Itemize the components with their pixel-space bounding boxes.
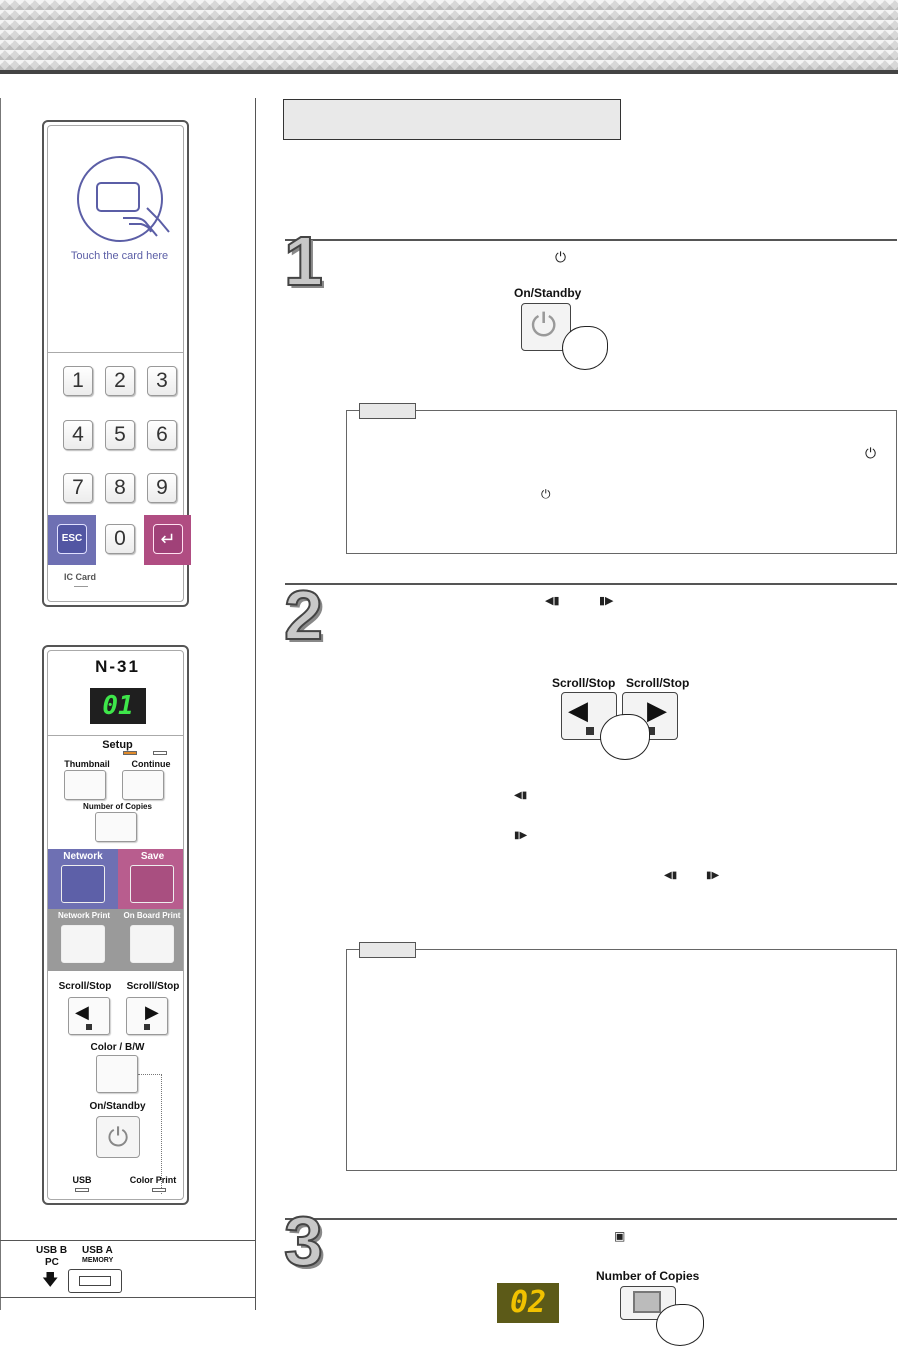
card-panel-frame xyxy=(47,125,184,602)
network-print-label: Network Print xyxy=(57,911,110,920)
scroll-left-button[interactable] xyxy=(68,997,110,1035)
ic-card-label: IC Card xyxy=(64,572,97,582)
scroll-right-button[interactable] xyxy=(126,997,168,1035)
scroll-right-icon: ▮▶ xyxy=(514,830,528,841)
continue-label: Continue xyxy=(131,759,171,769)
note-tab xyxy=(359,942,416,958)
port-strip xyxy=(0,1240,256,1298)
divider xyxy=(48,352,183,353)
onboard-print-button[interactable] xyxy=(130,925,174,963)
save-button[interactable] xyxy=(130,865,174,903)
scroll-right-label: Scroll/Stop xyxy=(126,981,180,992)
esc-button[interactable]: ESC xyxy=(57,524,87,554)
color-bw-button[interactable] xyxy=(96,1055,138,1093)
step-3-rule xyxy=(285,1218,897,1220)
usb-slot xyxy=(79,1276,111,1286)
scroll-left-icon: ◀ xyxy=(75,1002,89,1022)
copy-count-display: 01 xyxy=(90,688,146,724)
hand-pointer-icon xyxy=(562,326,608,370)
hand-pointer-icon xyxy=(600,714,650,760)
power-icon: ⏻ xyxy=(541,487,551,501)
scroll-right-icon: ▶ xyxy=(145,1002,159,1022)
color-bw-label: Color / B/W xyxy=(90,1042,145,1053)
step-2-number: 2 xyxy=(284,576,323,654)
scroll-left-icon: ◀▮ xyxy=(664,870,678,881)
copies-icon: ▣ xyxy=(614,1229,626,1243)
touch-card-text: Touch the card here xyxy=(70,250,169,262)
usb-b-label: USB B xyxy=(36,1245,68,1256)
key-0[interactable]: 0 xyxy=(105,524,135,554)
scroll-right-icon: ▮▶ xyxy=(599,595,614,607)
print-area xyxy=(48,909,184,971)
network-label: Network xyxy=(63,851,103,862)
usb-a-label: USB A xyxy=(82,1245,113,1256)
key-5[interactable]: 5 xyxy=(105,420,135,450)
color-print-led xyxy=(152,1188,166,1192)
continue-button[interactable] xyxy=(122,770,164,800)
control-panel-frame xyxy=(47,650,184,1200)
network-button[interactable] xyxy=(61,865,105,903)
stop-icon xyxy=(86,1024,92,1030)
stop-icon xyxy=(144,1024,150,1030)
save-label: Save xyxy=(140,851,165,862)
continue-led xyxy=(123,751,137,755)
copies-button[interactable] xyxy=(95,812,137,842)
key-7[interactable]: 7 xyxy=(63,473,93,503)
save-area xyxy=(118,849,184,909)
key-4[interactable]: 4 xyxy=(63,420,93,450)
scroll-right-icon: ▮▶ xyxy=(706,870,720,881)
key-3[interactable]: 3 xyxy=(147,366,177,396)
esc-area xyxy=(48,515,96,565)
usb-b-sub: PC xyxy=(45,1257,59,1268)
setup-label: Setup xyxy=(102,739,133,751)
color-print-label: Color Print xyxy=(129,1175,177,1185)
onboard-print-label: On Board Print xyxy=(123,911,181,920)
note-box-2 xyxy=(346,949,897,1171)
stop-icon xyxy=(586,727,594,735)
divider xyxy=(48,735,183,736)
scroll-left-icon: ◀▮ xyxy=(514,790,528,801)
step-3-number: 3 xyxy=(284,1202,323,1280)
card-reader-icon xyxy=(77,156,163,242)
usb-led xyxy=(75,1188,89,1192)
step-1-caption: On/Standby xyxy=(514,286,582,300)
power-icon: ⏻ xyxy=(555,249,567,265)
usb-a-port[interactable] xyxy=(68,1269,122,1293)
note-box-1 xyxy=(346,410,897,554)
step-1-number: 1 xyxy=(284,222,323,300)
copy-count-display-illustration: 02 xyxy=(497,1283,559,1323)
thumbnail-button[interactable] xyxy=(64,770,106,800)
key-1[interactable]: 1 xyxy=(63,366,93,396)
thumbnail-label: Thumbnail xyxy=(64,759,110,769)
ic-card-panel xyxy=(42,120,189,607)
enter-area xyxy=(144,515,191,565)
power-button[interactable] xyxy=(96,1116,140,1158)
power-label: On/Standby xyxy=(89,1101,146,1112)
power-icon: ⏻ xyxy=(107,1122,129,1152)
usb-label: USB xyxy=(72,1175,92,1185)
network-print-button[interactable] xyxy=(61,925,105,963)
arrow-down-icon: 🡇 xyxy=(42,1272,59,1289)
step-2-rule xyxy=(285,583,897,585)
hand-pointer-icon xyxy=(656,1304,704,1346)
power-icon: ⏻ xyxy=(531,307,557,343)
control-panel xyxy=(42,645,189,1205)
scroll-left-icon: ◀ xyxy=(568,695,588,725)
power-icon: ⏻ xyxy=(865,445,877,461)
section-title-box xyxy=(283,99,621,140)
step-2-right-caption: Scroll/Stop xyxy=(626,676,690,690)
step-3-caption: Number of Copies xyxy=(596,1269,700,1283)
enter-button[interactable]: ↵ xyxy=(153,524,183,554)
key-8[interactable]: 8 xyxy=(105,473,135,503)
note-tab xyxy=(359,403,416,419)
model-name: N-31 xyxy=(95,657,140,676)
usb-a-sub: MEMORY xyxy=(82,1257,114,1264)
hand-icon xyxy=(121,198,171,238)
step-1-rule xyxy=(285,239,897,241)
key-6[interactable]: 6 xyxy=(147,420,177,450)
copies-icon xyxy=(633,1291,661,1313)
header-band xyxy=(0,0,898,70)
step-2-left-caption: Scroll/Stop xyxy=(552,676,616,690)
key-9[interactable]: 9 xyxy=(147,473,177,503)
ic-card-indicator xyxy=(74,586,88,587)
network-area xyxy=(48,849,118,909)
key-2[interactable]: 2 xyxy=(105,366,135,396)
scroll-left-icon: ◀▮ xyxy=(545,595,560,607)
scroll-left-label: Scroll/Stop xyxy=(58,981,112,992)
led xyxy=(153,751,167,755)
copies-label: Number of Copies xyxy=(83,802,152,811)
scroll-right-icon: ▶ xyxy=(647,695,667,725)
